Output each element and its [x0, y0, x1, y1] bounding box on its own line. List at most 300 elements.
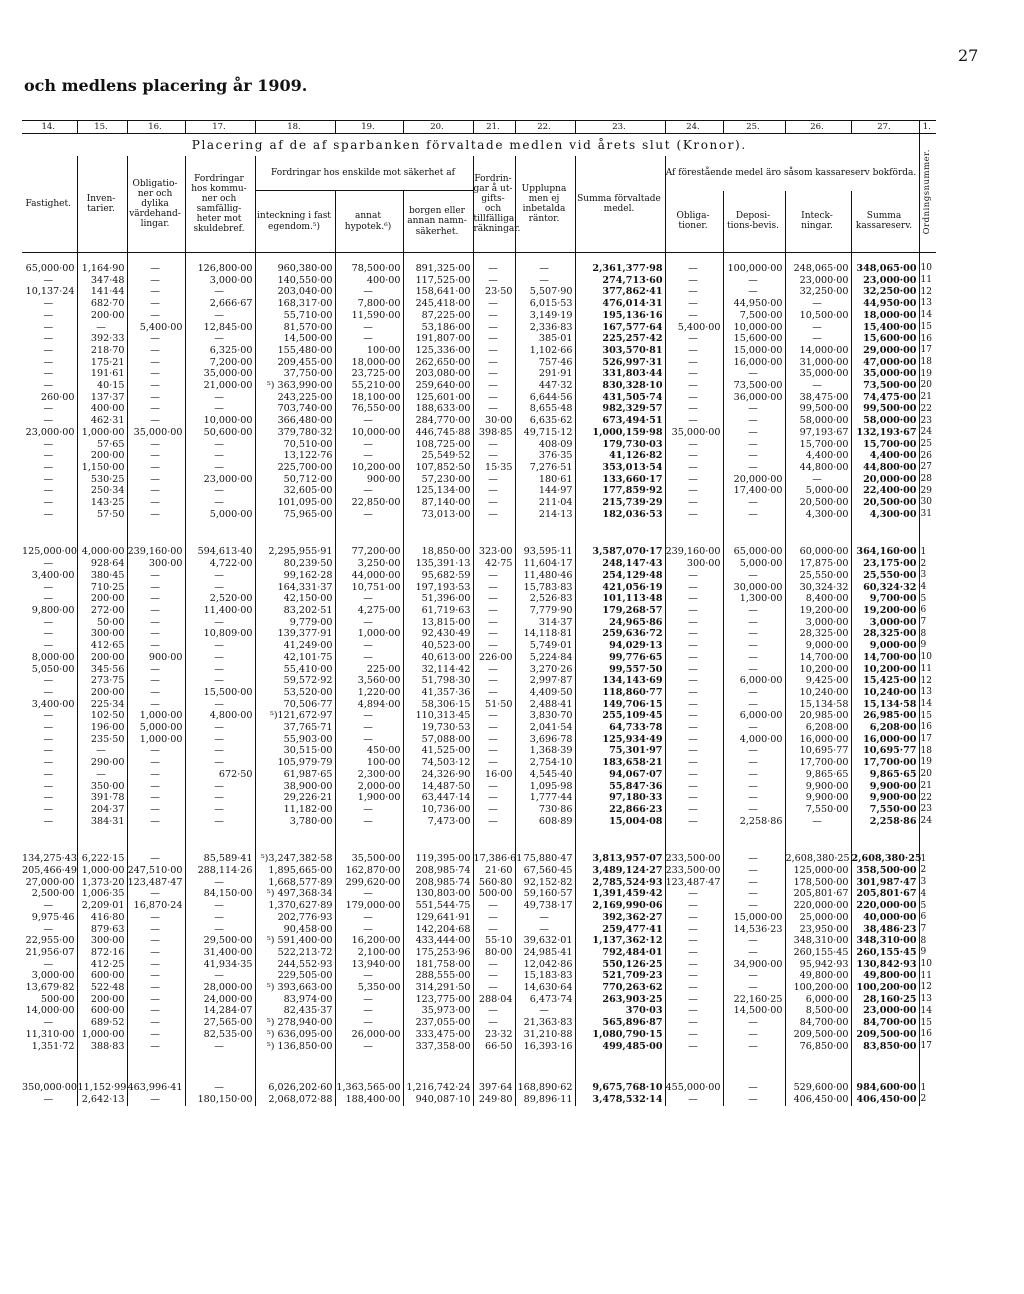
table-cell: 2,000·00 [335, 781, 403, 793]
table-cell: 25,550·00 [785, 570, 851, 582]
table-cell: — [22, 497, 77, 509]
table-cell: 10,695·77 [851, 745, 919, 757]
table-cell: — [22, 485, 77, 497]
table-cell: — [665, 734, 723, 746]
table-cell: 15,400·00 [851, 322, 919, 334]
table-cell: — [185, 924, 255, 936]
table-cell: — [185, 675, 255, 687]
table-cell: — [723, 757, 785, 769]
table-cell: 162,870·00 [335, 865, 403, 877]
spacer-cell [335, 253, 403, 264]
table-cell: — [665, 675, 723, 687]
table-cell: 26,985·00 [851, 710, 919, 722]
table-cell: 462·31 [77, 415, 127, 427]
table-cell: — [473, 924, 515, 936]
table-cell: 23,950·00 [785, 924, 851, 936]
spacer-cell [403, 827, 473, 853]
table-cell: 433,444·00 [403, 935, 473, 947]
table-cell: — [127, 485, 185, 497]
table-cell: 249·80 [473, 1094, 515, 1106]
table-cell: 18,100·00 [335, 392, 403, 404]
table-cell: ⁵) 591,400·00 [255, 935, 335, 947]
table-cell: — [785, 322, 851, 334]
spacer-cell [127, 253, 185, 264]
table-row [22, 275, 936, 287]
table-cell: — [335, 415, 403, 427]
table-cell: 14,700·00 [851, 652, 919, 664]
table-cell: 125,134·00 [403, 485, 473, 497]
table-cell: 181,758·00 [403, 959, 473, 971]
table-cell: — [665, 450, 723, 462]
table-cell: — [185, 582, 255, 594]
header-summa: Summa förvaltade medel. [575, 156, 665, 253]
table-cell: — [22, 769, 77, 781]
table-cell: — [127, 439, 185, 451]
table-cell: — [473, 628, 515, 640]
table-cell: — [127, 804, 185, 816]
table-cell: — [723, 699, 785, 711]
table-cell: — [77, 322, 127, 334]
table-cell: — [22, 474, 77, 486]
table-cell: — [22, 582, 77, 594]
table-cell: — [723, 687, 785, 699]
table-cell: 600·00 [77, 1005, 127, 1017]
column-number-row [22, 121, 936, 134]
table-cell: 51·50 [473, 699, 515, 711]
table-cell: 82,435·37 [255, 1005, 335, 1017]
table-cell: 119,395·00 [403, 853, 473, 865]
table-row [22, 450, 936, 462]
table-cell: 3,400·00 [22, 699, 77, 711]
table-cell: — [665, 263, 723, 275]
table-cell: 141·44 [77, 286, 127, 298]
table-cell: 10,500·00 [785, 310, 851, 322]
table-cell: 220,000·00 [785, 900, 851, 912]
table-cell: — [127, 357, 185, 369]
table-cell: 2,361,377·98 [575, 263, 665, 275]
table-cell: — [185, 804, 255, 816]
table-cell: — [665, 947, 723, 959]
table-cell: — [127, 617, 185, 629]
table-cell: 49,800·00 [785, 970, 851, 982]
table-cell: 350,000·00 [22, 1082, 77, 1094]
table-cell: — [22, 1017, 77, 1029]
table-cell: 5,000·00 [185, 509, 255, 521]
table-cell: — [473, 1005, 515, 1017]
table-cell: 7,200·00 [185, 357, 255, 369]
table-cell: — [723, 403, 785, 415]
row-number: 22 [920, 792, 932, 803]
table-cell: — [127, 757, 185, 769]
table-cell: 195,136·16 [575, 310, 665, 322]
table-cell: 3,830·70 [515, 710, 575, 722]
table-cell: 90,458·00 [255, 924, 335, 936]
table-cell: 565,896·87 [575, 1017, 665, 1029]
table-cell: — [723, 570, 785, 582]
table-cell: — [335, 1017, 403, 1029]
table-cell: 2,100·00 [335, 947, 403, 959]
table-cell: 21,363·83 [515, 1017, 575, 1029]
table-cell: — [665, 935, 723, 947]
spacer-cell [403, 253, 473, 264]
table-cell: — [127, 497, 185, 509]
table-cell: — [22, 345, 77, 357]
table-cell: ⁵) 278,940·00 [255, 1017, 335, 1029]
table-cell: — [185, 640, 255, 652]
spacer-cell [515, 1052, 575, 1082]
table-cell: — [22, 368, 77, 380]
table-cell: — [22, 628, 77, 640]
column-number: 15. [77, 121, 127, 134]
table-cell: 6,000·00 [723, 710, 785, 722]
table-cell: 301,987·47 [851, 877, 919, 889]
table-cell: 4,000·00 [77, 546, 127, 558]
table-cell: 44,950·00 [851, 298, 919, 310]
table-cell: — [185, 439, 255, 451]
table-cell: — [22, 1094, 77, 1106]
table-cell: 982,329·57 [575, 403, 665, 415]
spacer-cell [185, 253, 255, 264]
table-cell: — [22, 640, 77, 652]
table-cell: 16·00 [473, 769, 515, 781]
header-annat-hypotek: annat hypotek.⁶) [335, 191, 403, 253]
table-cell: 530·25 [77, 474, 127, 486]
table-row [22, 888, 936, 900]
table-cell: 204·37 [77, 804, 127, 816]
table-cell: 551,544·75 [403, 900, 473, 912]
row-number: 16 [920, 1029, 932, 1040]
table-cell: 41,934·35 [185, 959, 255, 971]
table-cell: 31,210·88 [515, 1029, 575, 1041]
table-cell: 37,750·00 [255, 368, 335, 380]
table-cell: — [665, 1041, 723, 1053]
table-cell: — [723, 877, 785, 889]
table-cell: — [665, 439, 723, 451]
table-cell: 1,000,159·98 [575, 427, 665, 439]
table-cell: 196·00 [77, 722, 127, 734]
spacer-cell [77, 253, 127, 264]
table-cell: 879·63 [77, 924, 127, 936]
table-cell: 110,313·45 [403, 710, 473, 722]
table-cell: — [335, 970, 403, 982]
table-row [22, 582, 936, 594]
header-kassareserv-group: Af förestående medel äro såsom kassareserv bokförda. [665, 168, 917, 179]
table-cell: 32,250·00 [851, 286, 919, 298]
table-cell: — [723, 628, 785, 640]
row-number: 9 [920, 640, 927, 651]
table-cell: ⁵) 136,850·00 [255, 1041, 335, 1053]
table-cell: — [723, 497, 785, 509]
table-cell: 2,500·00 [22, 888, 77, 900]
spacer-cell [723, 253, 785, 264]
table-cell: 412·65 [77, 640, 127, 652]
table-cell: — [185, 816, 255, 828]
table-cell: — [473, 497, 515, 509]
table-cell: — [185, 877, 255, 889]
table-cell: 200·00 [77, 687, 127, 699]
table-cell: 38,486·23 [851, 924, 919, 936]
table-cell: 314·37 [515, 617, 575, 629]
table-cell: — [22, 675, 77, 687]
table-cell: 17,875·00 [785, 558, 851, 570]
table-cell: 64,733·78 [575, 722, 665, 734]
table-cell: 175·21 [77, 357, 127, 369]
table-cell: — [127, 1094, 185, 1106]
table-cell: 1,300·00 [723, 593, 785, 605]
table-cell: 214·13 [515, 509, 575, 521]
table-cell: 44,800·00 [785, 462, 851, 474]
table-cell: 10,736·00 [403, 804, 473, 816]
table-cell: 830,328·10 [575, 380, 665, 392]
spacer-cell [185, 827, 255, 853]
table-cell: 416·80 [77, 912, 127, 924]
table-cell: 247,510·00 [127, 865, 185, 877]
table-cell: — [335, 722, 403, 734]
row-number: 10 [920, 652, 932, 663]
row-number: 13 [920, 298, 932, 309]
table-cell: — [665, 357, 723, 369]
table-cell: 83,974·00 [255, 994, 335, 1006]
table-cell: 288,114·26 [185, 865, 255, 877]
table-cell: 92,430·49 [403, 628, 473, 640]
table-cell: 135,391·13 [403, 558, 473, 570]
table-cell: 960,380·00 [255, 263, 335, 275]
table-cell: 10,695·77 [785, 745, 851, 757]
table-cell: 158,641·00 [403, 286, 473, 298]
table-cell: 4,000·00 [723, 734, 785, 746]
table-cell: — [127, 664, 185, 676]
table-cell: — [665, 1029, 723, 1041]
table-cell: — [473, 593, 515, 605]
row-number: 14 [920, 698, 932, 709]
table-cell: — [723, 415, 785, 427]
table-cell: 1,000·00 [335, 628, 403, 640]
row-number: 3 [920, 877, 927, 888]
row-number: 20 [920, 380, 932, 391]
row-number: 11 [920, 970, 932, 981]
table-cell: — [723, 1029, 785, 1041]
table-cell: — [185, 734, 255, 746]
table-cell: 73,013·00 [403, 509, 473, 521]
table-cell: — [335, 1041, 403, 1053]
table-cell: 6,473·74 [515, 994, 575, 1006]
table-cell: ⁵) 636,095·00 [255, 1029, 335, 1041]
table-row [22, 1082, 936, 1094]
table-cell: 13,940·00 [335, 959, 403, 971]
table-cell: — [473, 298, 515, 310]
table-cell: 77,200·00 [335, 546, 403, 558]
table-cell: 92,152·82 [515, 877, 575, 889]
table-cell: 13,122·76 [255, 450, 335, 462]
table-cell: 16,393·16 [515, 1041, 575, 1053]
table-cell: — [127, 263, 185, 275]
table-row [22, 310, 936, 322]
table-cell: 703,740·00 [255, 403, 335, 415]
table-cell: — [473, 403, 515, 415]
table-cell: 218·70 [77, 345, 127, 357]
table-cell: 431,505·74 [575, 392, 665, 404]
table-cell: 13,679·82 [22, 982, 77, 994]
table-cell: — [473, 450, 515, 462]
spacer-cell [127, 520, 185, 546]
table-cell: 300·00 [77, 628, 127, 640]
table-cell: 254,129·48 [575, 570, 665, 582]
table-cell: 47,000·00 [851, 357, 919, 369]
table-cell: — [665, 570, 723, 582]
table-cell: 11,310·00 [22, 1029, 77, 1041]
table-cell: 353,013·54 [575, 462, 665, 474]
table-row [22, 734, 936, 746]
table-cell: 6,635·62 [515, 415, 575, 427]
row-number: 1 [920, 853, 927, 864]
table-row [22, 403, 936, 415]
table-cell: 22,160·25 [723, 994, 785, 1006]
table-cell: 3,780·00 [255, 816, 335, 828]
table-cell: 14,118·81 [515, 628, 575, 640]
table-cell: 20,500·00 [785, 497, 851, 509]
table-row [22, 664, 936, 676]
table-cell: — [665, 345, 723, 357]
row-number: 16 [920, 333, 932, 344]
table-cell: 14,700·00 [785, 652, 851, 664]
table-cell: 35,000·00 [665, 427, 723, 439]
table-cell: 5,507·90 [515, 286, 575, 298]
spacer-cell [575, 827, 665, 853]
table-cell: 331,803·44 [575, 368, 665, 380]
table-cell: 144·97 [515, 485, 575, 497]
table-cell: 34,900·00 [723, 959, 785, 971]
table-cell: 50,600·00 [185, 427, 255, 439]
table-row [22, 877, 936, 889]
table-cell: 2,520·00 [185, 593, 255, 605]
table-row [22, 924, 936, 936]
table-cell: 50·00 [77, 617, 127, 629]
table-cell: 42,101·75 [255, 652, 335, 664]
table-cell: — [785, 333, 851, 345]
table-cell: — [515, 263, 575, 275]
header-fordringar-utgifts: Fordrin-gar å ut-gifts- och tillfälliga räkningar. [473, 156, 515, 253]
table-cell: 18,850·00 [403, 546, 473, 558]
table-cell: — [22, 298, 77, 310]
table-cell: — [473, 605, 515, 617]
table-cell: 20,985·00 [785, 710, 851, 722]
header-enskilde-group: Fordringar hos enskilde mot säkerhet af [255, 156, 473, 191]
table-cell: 6,208·00 [785, 722, 851, 734]
table-cell: — [723, 792, 785, 804]
table-row [22, 1005, 936, 1017]
table-cell: 10,200·00 [335, 462, 403, 474]
table-cell: 23,175·00 [851, 558, 919, 570]
table-row [22, 640, 936, 652]
table-cell: 23,000·00 [851, 275, 919, 287]
table-cell: 125,000·00 [22, 546, 77, 558]
table-cell: 9,900·00 [785, 781, 851, 793]
table-cell: 57·50 [77, 509, 127, 521]
table-cell: 9,000·00 [851, 640, 919, 652]
table-cell: 14,630·64 [515, 982, 575, 994]
table-cell: 9,975·46 [22, 912, 77, 924]
table-cell: — [127, 450, 185, 462]
table-body [22, 253, 936, 1106]
table-cell: — [473, 380, 515, 392]
table-cell: — [473, 474, 515, 486]
table-cell: 30,324·32 [785, 582, 851, 594]
row-number: 23 [920, 804, 932, 815]
table-cell: — [22, 450, 77, 462]
table-cell: 15,183·83 [515, 970, 575, 982]
table-cell: — [22, 558, 77, 570]
table-row [22, 286, 936, 298]
table-cell: 1,164·90 [77, 263, 127, 275]
table-cell: 100,200·00 [785, 982, 851, 994]
table-cell: 21,000·00 [185, 380, 255, 392]
table-cell: 28,000·00 [185, 982, 255, 994]
table-cell: 299,620·00 [335, 877, 403, 889]
table-cell: 476,014·31 [575, 298, 665, 310]
table-cell: 300·00 [665, 558, 723, 570]
table-row [22, 935, 936, 947]
table-cell: 1,368·39 [515, 745, 575, 757]
table-cell: 25,549·52 [403, 450, 473, 462]
table-cell: — [77, 769, 127, 781]
table-cell: 1,006·35 [77, 888, 127, 900]
table-cell: 17,400·00 [723, 485, 785, 497]
table-cell: — [723, 804, 785, 816]
table-cell: — [515, 275, 575, 287]
table-cell: — [473, 804, 515, 816]
table-cell: 2,258·86 [851, 816, 919, 828]
table-cell: 10,200·00 [851, 664, 919, 676]
table-cell: — [127, 392, 185, 404]
spacer-cell [575, 520, 665, 546]
table-cell: — [665, 710, 723, 722]
table-cell: 226·00 [473, 652, 515, 664]
table-cell: 1,363,565·00 [335, 1082, 403, 1094]
table-cell: 29,226·21 [255, 792, 335, 804]
table-cell: 522,213·72 [255, 947, 335, 959]
table-cell: — [723, 722, 785, 734]
table-row [22, 769, 936, 781]
table-cell: 16,200·00 [335, 935, 403, 947]
table-cell: 182,036·53 [575, 509, 665, 521]
table-cell: 44,800·00 [851, 462, 919, 474]
table-cell: — [185, 462, 255, 474]
table-row [22, 792, 936, 804]
table-cell: — [127, 582, 185, 594]
table-cell: — [335, 734, 403, 746]
table-cell: 134,275·43 [22, 853, 77, 865]
table-cell: 900·00 [127, 652, 185, 664]
table-cell: — [665, 497, 723, 509]
table-cell: 20,000·00 [851, 474, 919, 486]
table-cell: — [185, 286, 255, 298]
table-cell: — [473, 485, 515, 497]
table-cell: — [785, 298, 851, 310]
table-cell: 143·25 [77, 497, 127, 509]
table-cell: 239,160·00 [127, 546, 185, 558]
table-cell: 23·32 [473, 1029, 515, 1041]
table-cell: 3,813,957·07 [575, 853, 665, 865]
table-cell: 97,193·67 [785, 427, 851, 439]
table-cell: 406,450·00 [785, 1094, 851, 1106]
table-cell: 94,029·13 [575, 640, 665, 652]
table-cell: 1,000·00 [77, 427, 127, 439]
table-cell: 255,109·45 [575, 710, 665, 722]
table-cell: — [127, 570, 185, 582]
table-cell: 10,000·00 [185, 415, 255, 427]
spacer-cell [473, 1052, 515, 1082]
table-cell: 10,240·00 [785, 687, 851, 699]
